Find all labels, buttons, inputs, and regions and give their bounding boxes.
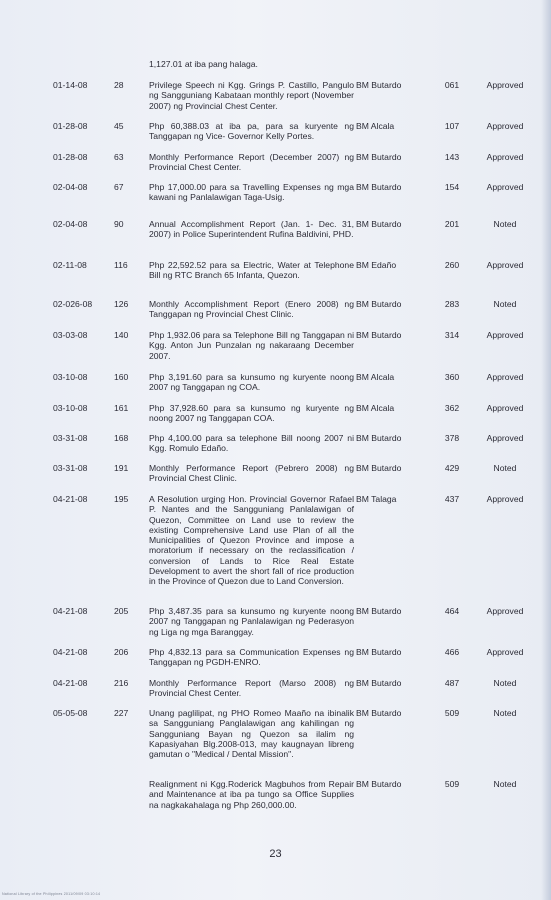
row-number: 168 (114, 433, 129, 443)
row-date: 02-026-08 (53, 299, 93, 309)
row-title: Php 4,832.13 para sa Communication Expenses ng Tanggapan ng PGDH-ENRO. (149, 647, 354, 668)
row-author: BM Butardo (356, 779, 402, 789)
row-title: Php 1,932.06 para sa Telephone Bill ng Tanggapan ni Kgg. Anton Jun Punzalan ng nakaraang December 2007. (149, 330, 354, 361)
row-date: 03-31-08 (53, 463, 88, 473)
row-reference: 283 (444, 299, 460, 309)
row-author: BM Butardo (356, 708, 402, 718)
row-date: 03-10-08 (53, 372, 88, 382)
row-reference: 107 (444, 121, 460, 131)
row-number: 116 (114, 260, 128, 270)
row-author: BM Butardo (356, 433, 402, 443)
row-date: 02-04-08 (53, 182, 88, 192)
row-reference: 360 (444, 372, 460, 382)
row-date: 01-14-08 (53, 80, 88, 90)
row-date: 03-31-08 (53, 433, 88, 443)
row-reference: 314 (444, 330, 460, 340)
row-action: Approved (486, 182, 524, 192)
row-author: BM Butardo (356, 182, 402, 192)
row-number: 195 (114, 494, 129, 504)
row-author: BM Butardo (356, 219, 402, 229)
row-author: BM Butardo (356, 606, 402, 616)
row-reference: 260 (444, 260, 460, 270)
row-number: 67 (114, 182, 124, 192)
row-title: Php 3,191.60 para sa kunsumo ng kuryente noong 2007 ng Tanggapan ng COA. (149, 372, 354, 393)
row-author: BM Butardo (356, 463, 402, 473)
row-number: 191 (114, 463, 129, 473)
row-reference: 143 (444, 152, 460, 162)
row-action: Noted (493, 779, 517, 789)
row-action: Noted (493, 299, 517, 309)
row-action: Noted (493, 463, 517, 473)
row-title: Php 60,388.03 at iba pa, para sa kuryente ng Tanggapan ng Vice- Governor Kelly Portes. (149, 121, 354, 142)
scan-footer: National Library of the Philippines 2011/09/09 03:10:14 (2, 892, 101, 896)
row-title: Php 37,928.60 para sa kunsumo ng kuryente ng noong 2007 ng Tanggapan COA. (149, 403, 354, 424)
row-date: 02-04-08 (53, 219, 88, 229)
row-title: Unang paglilipat, ng PHO Romeo Maaño na ibinalik sa Sangguniang Panglalawigan ang kahilingan ng Sangguniang Bayan ng Quezon sa ilalim ng Kapasiyahan Blg.2008-013, may kaugnayan libreng gamutan o "Medical / Dental Mission". (149, 708, 354, 760)
row-number: 216 (114, 678, 129, 688)
row-number: 140 (114, 330, 129, 340)
row-title: A Resolution urging Hon. Provincial Governor Rafael P. Nantes and the Sangguniang Panlalawigan of Quezon, Committee on Land use to review the existing Comprehensive Land use Plan of all the Municipalities of Quezon Province and impose a moratorium if necessary on the reclassification / conversion of Lands to Rice Real Estate Development to avert the short fall of rice production in the Province of Quezon due to Land Conversion. (149, 494, 354, 587)
row-action: Approved (486, 494, 524, 504)
row-action: Approved (486, 80, 524, 90)
row-date: 01-28-08 (53, 152, 88, 162)
row-title: Monthly Performance Report (Pebrero 2008) ng Provincial Chest Clinic. (149, 463, 354, 484)
row-number: 63 (114, 152, 124, 162)
row-author: BM Edaño (356, 260, 397, 270)
row-date: 02-11-08 (53, 260, 87, 270)
row-action: Approved (486, 152, 524, 162)
row-date: 04-21-08 (53, 494, 88, 504)
row-action: Approved (486, 433, 524, 443)
row-number: 227 (114, 708, 129, 718)
row-date: 04-21-08 (53, 606, 88, 616)
row-reference: 429 (444, 463, 460, 473)
row-title: Monthly Performance Report (December 2007) ng Provincial Chest Center. (149, 152, 354, 173)
row-action: Noted (493, 678, 517, 688)
continuation-text: 1,127.01 at iba pang halaga. (149, 59, 258, 69)
row-number: 206 (114, 647, 129, 657)
row-author: BM Butardo (356, 678, 402, 688)
row-author: BM Butardo (356, 647, 402, 657)
row-title: Php 22,592.52 para sa Electric, Water at Telephone Bill ng RTC Branch 65 Infanta, Quezon. (149, 260, 354, 281)
row-title: Realignment ni Kgg.Roderick Magbuhos from Repair and Maintenance at iba pa tungo sa Office Supplies na nagkakahalaga ng Php 260,000.00. (149, 779, 354, 810)
page-number: 23 (269, 848, 282, 860)
row-action: Approved (486, 403, 524, 413)
row-title: Php 17,000.00 para sa Travelling Expenses ng mga kawani ng Panlalawigan Taga-Usig. (149, 182, 354, 203)
row-number: 28 (114, 80, 124, 90)
row-reference: 487 (444, 678, 460, 688)
row-author: BM Butardo (356, 80, 402, 90)
row-reference: 466 (444, 647, 460, 657)
row-action: Approved (486, 260, 524, 270)
row-reference: 378 (444, 433, 460, 443)
row-author: BM Alcala (356, 121, 395, 131)
row-date: 04-21-08 (53, 647, 88, 657)
row-date: 03-03-08 (53, 330, 88, 340)
row-action: Approved (486, 330, 524, 340)
row-reference: 464 (444, 606, 460, 616)
row-title: Monthly Performance Report (Marso 2008) ng Provincial Chest Center. (149, 678, 354, 699)
row-author: BM Butardo (356, 299, 402, 309)
row-title: Privilege Speech ni Kgg. Grings P. Castillo, Pangulo ng Sangguniang Kabataan monthly report (November 2007) ng Provincial Chest Center. (149, 80, 354, 111)
row-date: 01-28-08 (53, 121, 88, 131)
row-author: BM Butardo (356, 330, 402, 340)
row-reference: 362 (444, 403, 460, 413)
row-date: 05-05-08 (53, 708, 88, 718)
row-action: Noted (493, 219, 517, 229)
row-number: 90 (114, 219, 124, 229)
row-author: BM Butardo (356, 152, 402, 162)
row-action: Noted (493, 708, 517, 718)
row-date: 04-21-08 (53, 678, 88, 688)
row-reference: 509 (444, 708, 460, 718)
row-number: 160 (114, 372, 129, 382)
row-action: Approved (486, 606, 524, 616)
row-reference: 154 (444, 182, 460, 192)
row-title: Php 3,487.35 para sa kunsumo ng kuryente noong 2007 ng Tanggapan ng Panlalawigan ng Pederasyon ng Liga ng mga Baranggay. (149, 606, 354, 637)
row-title: Php 4,100.00 para sa telephone Bill noong 2007 ni Kgg. Romulo Edaño. (149, 433, 354, 454)
row-reference: 061 (444, 80, 460, 90)
row-reference: 201 (444, 219, 460, 229)
row-number: 126 (114, 299, 129, 309)
row-title: Annual Accomplishment Report (Jan. 1- Dec. 31, 2007) in Police Superintendent Rufina Baldivini, PHD. (149, 219, 354, 240)
row-reference: 437 (444, 494, 460, 504)
row-action: Approved (486, 647, 524, 657)
row-reference: 509 (444, 779, 460, 789)
row-action: Approved (486, 372, 524, 382)
row-date: 03-10-08 (53, 403, 88, 413)
row-author: BM Talaga (356, 494, 397, 504)
row-action: Approved (486, 121, 524, 131)
row-number: 205 (114, 606, 129, 616)
row-number: 161 (114, 403, 129, 413)
row-number: 45 (114, 121, 124, 131)
row-title: Monthly Accomplishment Report (Enero 2008) ng Tanggapan ng Provincial Chest Clinic. (149, 299, 354, 320)
row-author: BM Alcala (356, 372, 395, 382)
row-author: BM Alcala (356, 403, 395, 413)
